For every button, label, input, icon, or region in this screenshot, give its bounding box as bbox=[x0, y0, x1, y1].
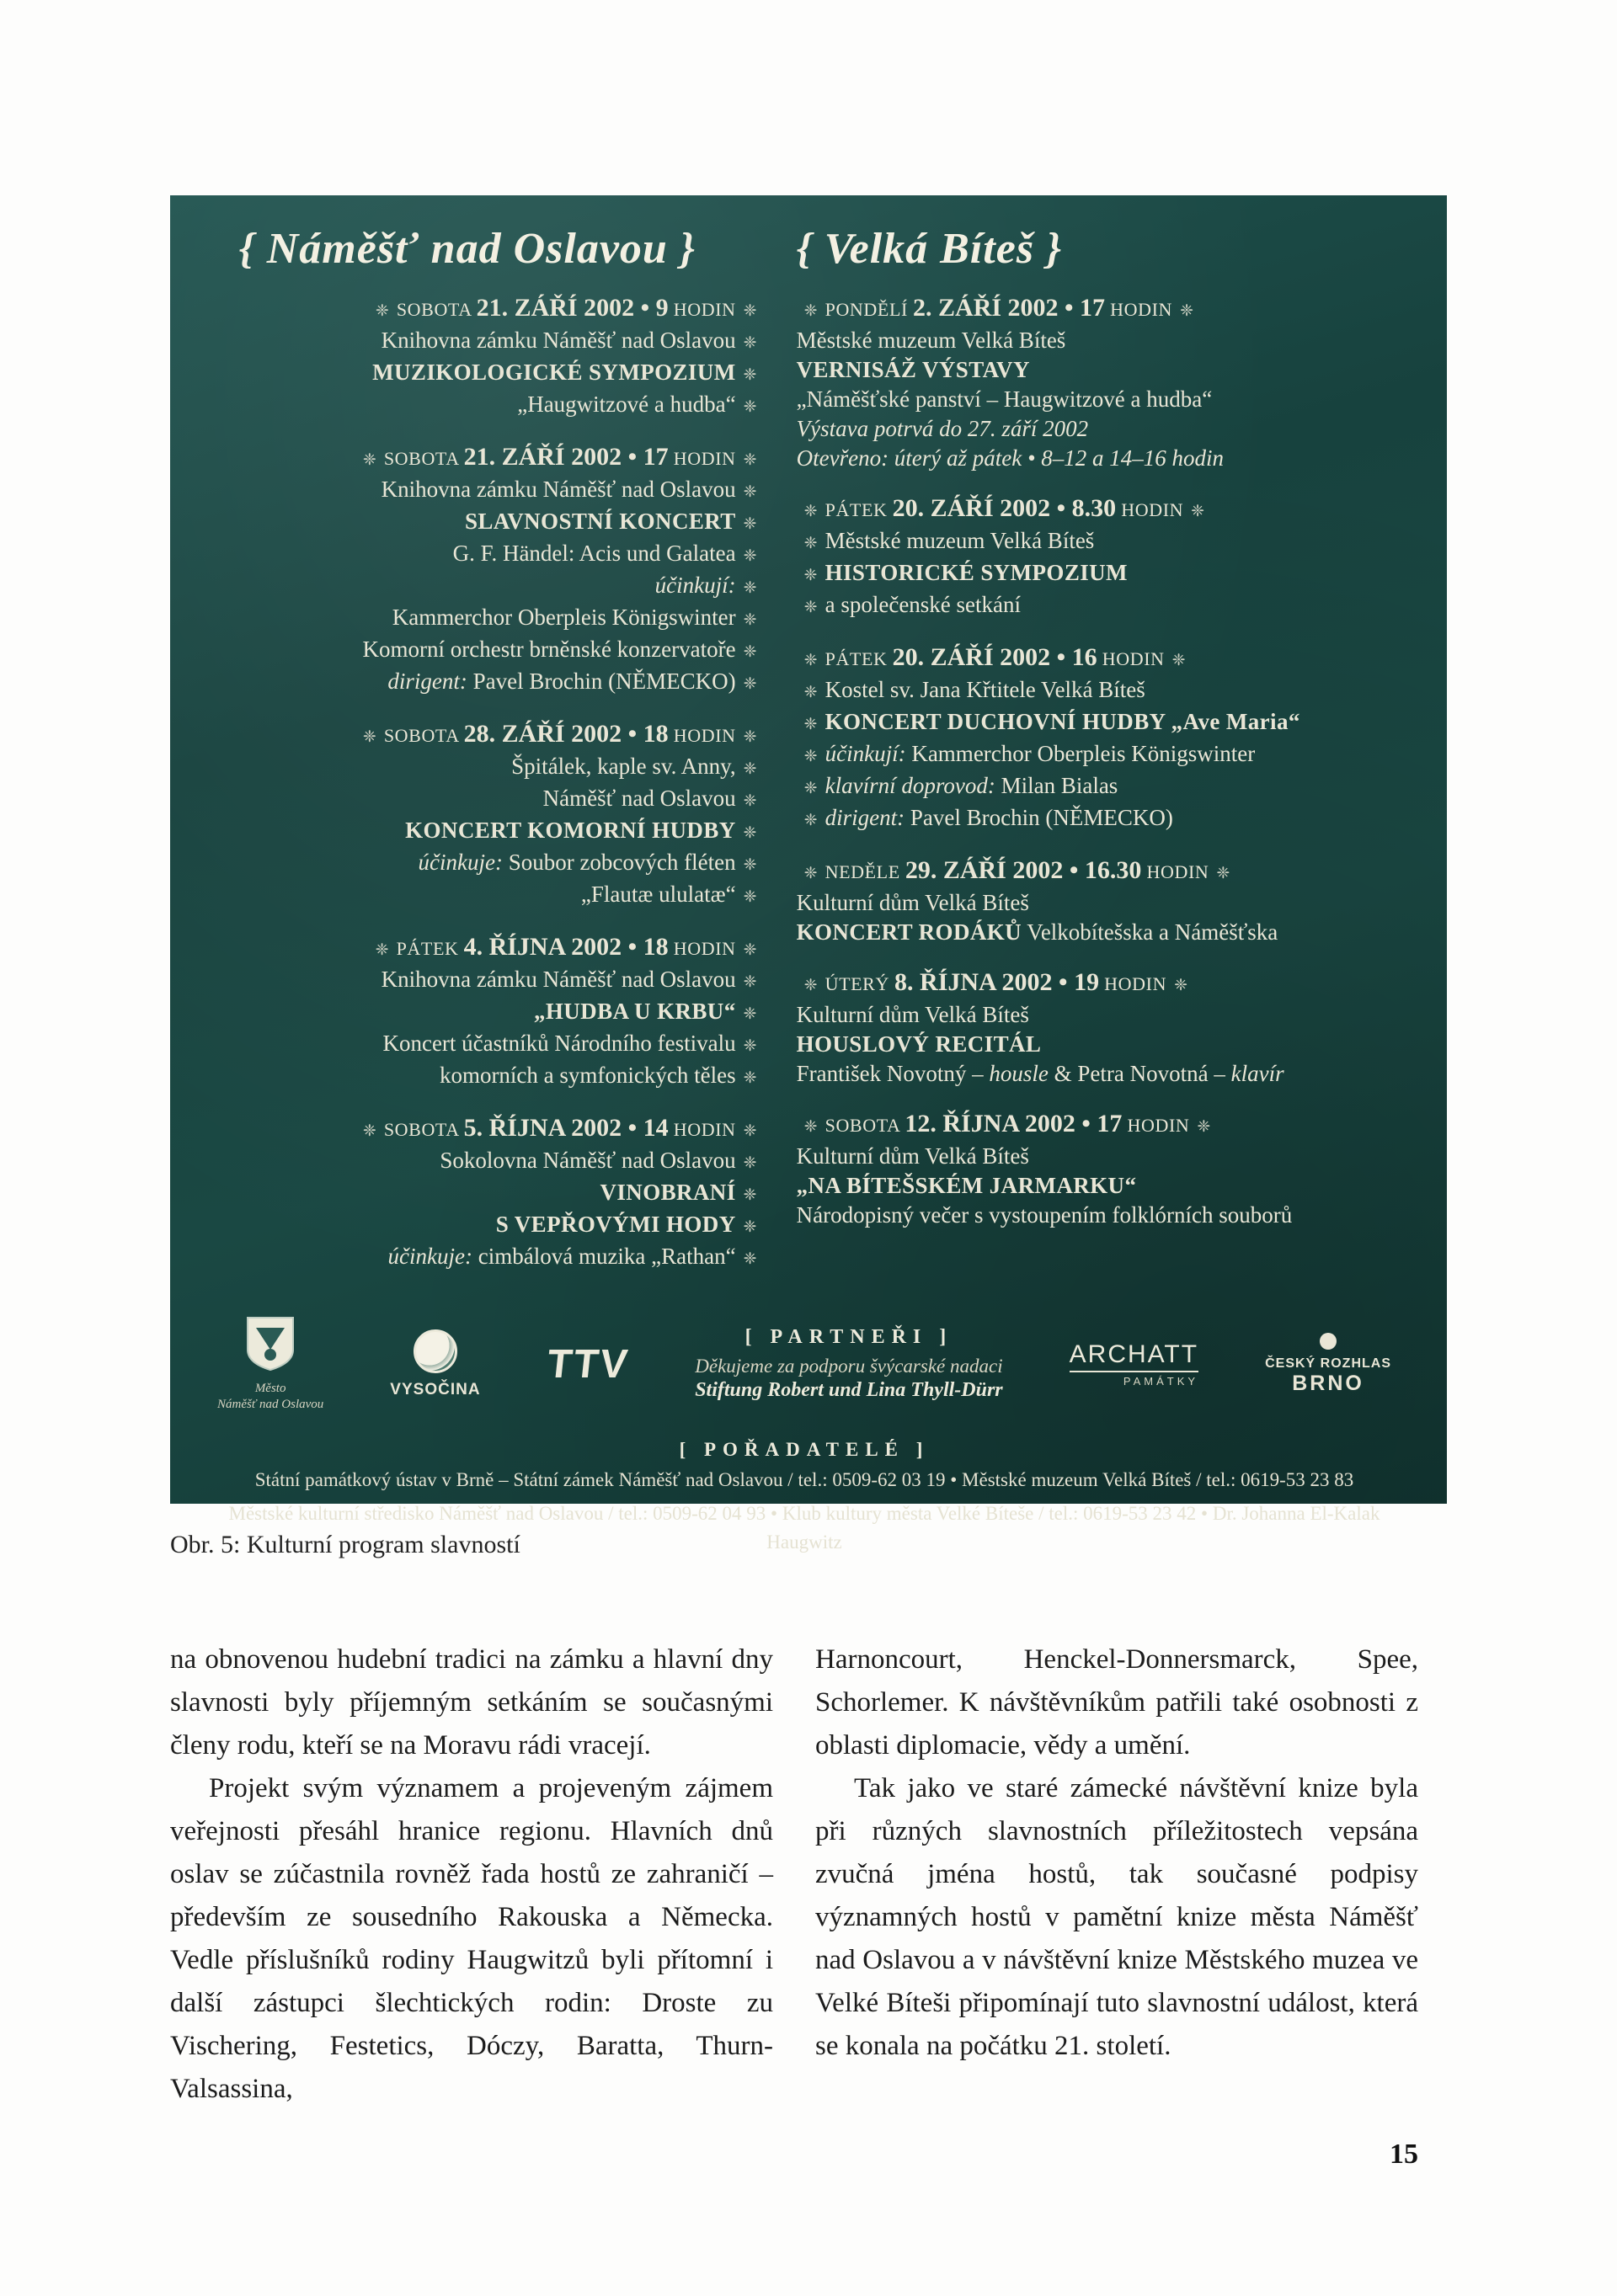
ornament-icon: ❈ bbox=[803, 598, 818, 616]
ornament-icon: ❈ bbox=[743, 1153, 757, 1172]
poster-event bbox=[797, 642, 1413, 835]
ornament-icon: ❈ bbox=[803, 534, 818, 552]
partners-thanks-line1: Děkujeme za podporu švýcarské nadaci bbox=[695, 1356, 1003, 1377]
event-line: Knihovna zámku Náměšť nad Oslavou ❈ bbox=[195, 326, 765, 358]
poster-event bbox=[797, 1109, 1413, 1230]
mesto-namest-logo-caption bbox=[217, 1381, 323, 1413]
poster-left-column bbox=[195, 224, 768, 1294]
archatt-label: ARCHATT bbox=[1070, 1340, 1198, 1372]
body-right-column bbox=[815, 1638, 1418, 2111]
organizers-line: Městské kulturní středisko Náměšť nad Oslavou / tel.: 0509-62 04 93 • Klub kultury města Velké Bíteše / tel.: 0619-53 23 42 • Dr. Johanna El-Kalak Haugwitz bbox=[228, 1503, 1380, 1553]
ornament-icon: ❈ bbox=[743, 727, 757, 746]
vysocina-circle-icon bbox=[414, 1329, 457, 1373]
ornament-icon: ❈ bbox=[743, 397, 757, 416]
event-date: ❈ PÁTEK 20. ZÁŘÍ 2002 • 16 HODIN ❈ bbox=[797, 642, 1413, 675]
event-line: Koncert účastníků Národního festivalu ❈ bbox=[195, 1029, 765, 1061]
event-date: ❈ SOBOTA 12. ŘÍJNA 2002 • 17 HODIN ❈ bbox=[797, 1109, 1413, 1142]
event-line: Kulturní dům Velká Bíteš bbox=[796, 890, 1029, 915]
event-line: účinkují: ❈ bbox=[195, 571, 765, 603]
event-line: dirigent: Pavel Brochin (NĚMECKO) ❈ bbox=[195, 667, 765, 699]
partners-text-block bbox=[695, 1326, 1002, 1402]
archatt-sublabel: PAMÁTKY bbox=[1123, 1375, 1199, 1388]
event-line: „Náměšťské panství – Haugwitzové a hudba“ bbox=[796, 386, 1213, 412]
ornament-icon: ❈ bbox=[743, 546, 757, 565]
event-line: „Flautæ ululatæ“ ❈ bbox=[195, 880, 765, 912]
ornament-icon: ❈ bbox=[743, 301, 757, 320]
event-line: účinkuje: cimbálová muzika „Rathan“ ❈ bbox=[195, 1242, 765, 1274]
event-line: VERNISÁŽ VÝSTAVY bbox=[796, 357, 1030, 382]
event-line: komorních a symfonických těles ❈ bbox=[195, 1061, 765, 1093]
event-line: Kammerchor Oberpleis Königswinter ❈ bbox=[195, 603, 765, 635]
ornament-icon: ❈ bbox=[743, 450, 757, 469]
ornament-icon: ❈ bbox=[743, 1185, 757, 1204]
poster-event bbox=[195, 932, 765, 1093]
event-line: MUZIKOLOGICKÉ SYMPOZIUM ❈ bbox=[195, 358, 765, 390]
poster-columns bbox=[195, 224, 1413, 1294]
ornament-icon: ❈ bbox=[375, 940, 389, 959]
poster-event bbox=[797, 493, 1413, 622]
ornament-icon: ❈ bbox=[803, 502, 818, 520]
event-line: Kulturní dům Velká Bíteš bbox=[796, 1143, 1029, 1169]
ornament-icon: ❈ bbox=[743, 823, 757, 842]
event-line: Komorní orchestr brněnské konzervatoře ❈ bbox=[195, 635, 765, 667]
ornament-icon: ❈ bbox=[743, 578, 757, 597]
ornament-icon: ❈ bbox=[743, 642, 757, 661]
ornament-icon: ❈ bbox=[362, 1121, 376, 1140]
event-line: S VEPŘOVÝMI HODY ❈ bbox=[195, 1210, 765, 1242]
poster-event bbox=[797, 293, 1413, 473]
ttv-label: TTV bbox=[544, 1341, 631, 1387]
poster-left-events bbox=[195, 293, 765, 1274]
event-line: Národopisný večer s vystoupením folklórních souborů bbox=[796, 1202, 1293, 1228]
vysocina-label: VYSOČINA bbox=[390, 1380, 481, 1398]
ornament-icon: ❈ bbox=[743, 674, 757, 693]
rozhlas-label-line1: ČESKÝ ROZHLAS bbox=[1265, 1356, 1391, 1371]
event-line: Městské muzeum Velká Bíteš bbox=[796, 328, 1066, 353]
organizers-header: [ POŘADATELÉ ] bbox=[679, 1439, 930, 1460]
ornament-icon: ❈ bbox=[1171, 651, 1186, 669]
event-line: SLAVNOSTNÍ KONCERT ❈ bbox=[195, 507, 765, 539]
ornament-icon: ❈ bbox=[1197, 1117, 1211, 1136]
ornament-icon: ❈ bbox=[803, 683, 818, 701]
ornament-icon: ❈ bbox=[362, 727, 376, 746]
ornament-icon: ❈ bbox=[743, 855, 757, 874]
ornament-icon: ❈ bbox=[743, 791, 757, 810]
ornament-icon: ❈ bbox=[743, 482, 757, 501]
event-date: ❈ PÁTEK 20. ZÁŘÍ 2002 • 8.30 HODIN ❈ bbox=[797, 493, 1413, 526]
ornament-icon: ❈ bbox=[803, 1117, 818, 1136]
body-text bbox=[170, 1638, 1418, 2111]
body-left-column bbox=[170, 1638, 773, 2111]
event-line: „Haugwitzové a hudba“ ❈ bbox=[195, 390, 765, 422]
poster-right-events bbox=[797, 293, 1413, 1230]
event-line: Kulturní dům Velká Bíteš bbox=[796, 1002, 1029, 1027]
ornament-icon: ❈ bbox=[743, 972, 757, 991]
ornament-icon: ❈ bbox=[1174, 976, 1188, 994]
event-date: ❈ SOBOTA 21. ZÁŘÍ 2002 • 17 HODIN ❈ bbox=[195, 442, 765, 475]
ornament-icon: ❈ bbox=[743, 1068, 757, 1087]
mesto-label-line2: Náměšť nad Oslavou bbox=[217, 1397, 324, 1411]
poster-left-title: { Náměšť nad Oslavou } bbox=[238, 225, 696, 273]
poster-right-column bbox=[768, 224, 1413, 1294]
ornament-icon: ❈ bbox=[743, 887, 757, 906]
event-line: ❈ KONCERT DUCHOVNÍ HUDBY „Ave Maria“ bbox=[797, 707, 1413, 739]
vysocina-logo bbox=[390, 1329, 480, 1399]
archatt-logo bbox=[1070, 1340, 1198, 1388]
event-line: ❈ a společenské setkání bbox=[797, 590, 1413, 622]
ornament-icon: ❈ bbox=[803, 779, 818, 797]
poster-right-title: { Velká Bíteš } bbox=[796, 225, 1063, 273]
ornament-icon: ❈ bbox=[743, 1249, 757, 1268]
ornament-icon: ❈ bbox=[803, 864, 818, 882]
event-line: ❈ HISTORICKÉ SYMPOZIUM bbox=[797, 558, 1413, 590]
event-line: KONCERT KOMORNÍ HUDBY ❈ bbox=[195, 816, 765, 848]
event-date: ❈ ÚTERÝ 8. ŘÍJNA 2002 • 19 HODIN ❈ bbox=[797, 967, 1413, 1000]
page-number: 15 bbox=[1390, 2139, 1418, 2170]
mesto-label-line1: Město bbox=[254, 1381, 286, 1395]
event-line: G. F. Händel: Acis und Galatea ❈ bbox=[195, 539, 765, 571]
ornament-icon: ❈ bbox=[743, 1121, 757, 1140]
event-line: ❈ klavírní doprovod: Milan Bialas bbox=[797, 771, 1413, 803]
event-line: ❈ dirigent: Pavel Brochin (NĚMECKO) bbox=[797, 803, 1413, 835]
ornament-icon: ❈ bbox=[375, 301, 389, 320]
poster-event bbox=[195, 719, 765, 912]
partners-section bbox=[195, 1294, 1413, 1430]
partners-thanks-line2: Stiftung Robert und Lina Thyll-Dürr bbox=[695, 1379, 1003, 1401]
event-line: František Novotný – housle & Petra Novotná – klavír bbox=[796, 1061, 1284, 1086]
ornament-icon: ❈ bbox=[743, 759, 757, 778]
ornament-icon: ❈ bbox=[803, 715, 818, 733]
cesky-rozhlas-brno-logo bbox=[1265, 1333, 1391, 1396]
event-line: Knihovna zámku Náměšť nad Oslavou ❈ bbox=[195, 965, 765, 997]
event-line: ❈ Městské muzeum Velká Bíteš bbox=[797, 526, 1413, 558]
event-date: ❈ SOBOTA 5. ŘÍJNA 2002 • 14 HODIN ❈ bbox=[195, 1113, 765, 1146]
ornament-icon: ❈ bbox=[743, 365, 757, 384]
event-line: Knihovna zámku Náměšť nad Oslavou ❈ bbox=[195, 475, 765, 507]
event-line: „HUDBA U KRBU“ ❈ bbox=[195, 997, 765, 1029]
organizers-line: Státní památkový ústav v Brně – Státní zámek Náměšť nad Oslavou / tel.: 0509-62 03 19 • Městské muzeum Velká Bíteš / tel.: 0619-53 23 83 bbox=[254, 1469, 1354, 1490]
event-date: ❈ PONDĚLÍ 2. ZÁŘÍ 2002 • 17 HODIN ❈ bbox=[797, 293, 1413, 326]
event-line: ❈ účinkují: Kammerchor Oberpleis Königswinter bbox=[797, 739, 1413, 771]
event-line: Sokolovna Náměšť nad Oslavou ❈ bbox=[195, 1146, 765, 1178]
ornament-icon: ❈ bbox=[803, 566, 818, 584]
ornament-icon: ❈ bbox=[743, 1036, 757, 1055]
partners-header: [ PARTNEŘI ] bbox=[744, 1326, 953, 1348]
event-line: ❈ Kostel sv. Jana Křtitele Velká Bíteš bbox=[797, 675, 1413, 707]
body-paragraph: na obnovenou hudební tradici na zámku a hlavní dny slavnosti byly příjemným setkáním se současnými členy rodu, kteří se na Moravu rádi vracejí. bbox=[170, 1644, 773, 1761]
event-date: ❈ SOBOTA 28. ZÁŘÍ 2002 • 18 HODIN ❈ bbox=[195, 719, 765, 752]
radio-icon bbox=[1320, 1333, 1337, 1350]
event-date: ❈ SOBOTA 21. ZÁŘÍ 2002 • 9 HODIN ❈ bbox=[195, 293, 765, 326]
event-line: účinkuje: Soubor zobcových fléten ❈ bbox=[195, 848, 765, 880]
event-line: Špitálek, kaple sv. Anny, ❈ bbox=[195, 752, 765, 784]
event-date: ❈ PÁTEK 4. ŘÍJNA 2002 • 18 HODIN ❈ bbox=[195, 932, 765, 965]
body-paragraph: Projekt svým významem a projeveným zájmem veřejnosti přesáhl hranice regionu. Hlavních dnů oslav se zúčastnila rovněž řada hostů ze zahraničí – především ze sousedního Rakouska a Německa. Vedle příslušníků rodiny Haugwitzů byli přítomní i další zástupci šlechtických rodin: Droste zu Vischering, Festetics, Dóczy, Baratta, Thurn-Valsassina, bbox=[170, 1773, 773, 2104]
ornament-icon: ❈ bbox=[743, 514, 757, 533]
poster-event bbox=[797, 855, 1413, 947]
ornament-icon: ❈ bbox=[803, 747, 818, 765]
figure-caption: Obr. 5: Kulturní program slavností bbox=[170, 1531, 520, 1558]
ornament-icon: ❈ bbox=[743, 1004, 757, 1023]
mesto-namest-logo bbox=[217, 1316, 323, 1413]
town-shield-icon bbox=[246, 1316, 295, 1372]
ornament-icon: ❈ bbox=[803, 651, 818, 669]
ornament-icon: ❈ bbox=[1216, 864, 1230, 882]
event-line: VINOBRANÍ ❈ bbox=[195, 1178, 765, 1210]
event-line: HOUSLOVÝ RECITÁL bbox=[796, 1031, 1042, 1057]
ornament-icon: ❈ bbox=[1180, 301, 1193, 320]
ornament-icon: ❈ bbox=[362, 450, 376, 469]
ttv-logo bbox=[544, 1341, 631, 1388]
body-paragraph: Tak jako ve staré zámecké návštěvní knize byla při různých slavnostních příležitostech vepsána zvučná jména hostů, tak současné podpisy významných hostů v pamětní knize města Náměšť nad Oslavou a v návštěvní knize Městského muzea ve Velké Bíteši připomínají tuto slavnostní událost, která se konala na počátku 21. století. bbox=[815, 1773, 1418, 2061]
ornament-icon: ❈ bbox=[803, 811, 818, 829]
event-line: Náměšť nad Oslavou ❈ bbox=[195, 784, 765, 816]
ornament-icon: ❈ bbox=[743, 610, 757, 629]
event-line: KONCERT RODÁKŮ Velkobítešska a Náměšťska bbox=[796, 919, 1278, 945]
poster-event bbox=[797, 967, 1413, 1089]
ornament-icon: ❈ bbox=[1191, 502, 1205, 520]
poster-event bbox=[195, 442, 765, 699]
poster-event bbox=[195, 293, 765, 422]
event-line: Výstava potrvá do 27. září 2002 bbox=[796, 416, 1089, 441]
ornament-icon: ❈ bbox=[743, 940, 757, 959]
event-line: „NA BÍTEŠSKÉM JARMARKU“ bbox=[796, 1173, 1137, 1198]
poster-event bbox=[195, 1113, 765, 1274]
ornament-icon: ❈ bbox=[803, 301, 818, 320]
body-paragraph: Harnoncourt, Henckel-Donnersmarck, Spee, Schorlemer. K návštěvníkům patřili také osobnosti z oblasti diplomacie, vědy a umění. bbox=[815, 1644, 1418, 1761]
event-line: Otevřeno: úterý až pátek • 8–12 a 14–16 hodin bbox=[796, 445, 1224, 471]
rozhlas-label-line2: BRNO bbox=[1292, 1371, 1364, 1395]
ornament-icon: ❈ bbox=[743, 333, 757, 352]
ornament-icon: ❈ bbox=[743, 1217, 757, 1236]
event-date: ❈ NEDĚLE 29. ZÁŘÍ 2002 • 16.30 HODIN ❈ bbox=[797, 855, 1413, 888]
ornament-icon: ❈ bbox=[803, 976, 818, 994]
